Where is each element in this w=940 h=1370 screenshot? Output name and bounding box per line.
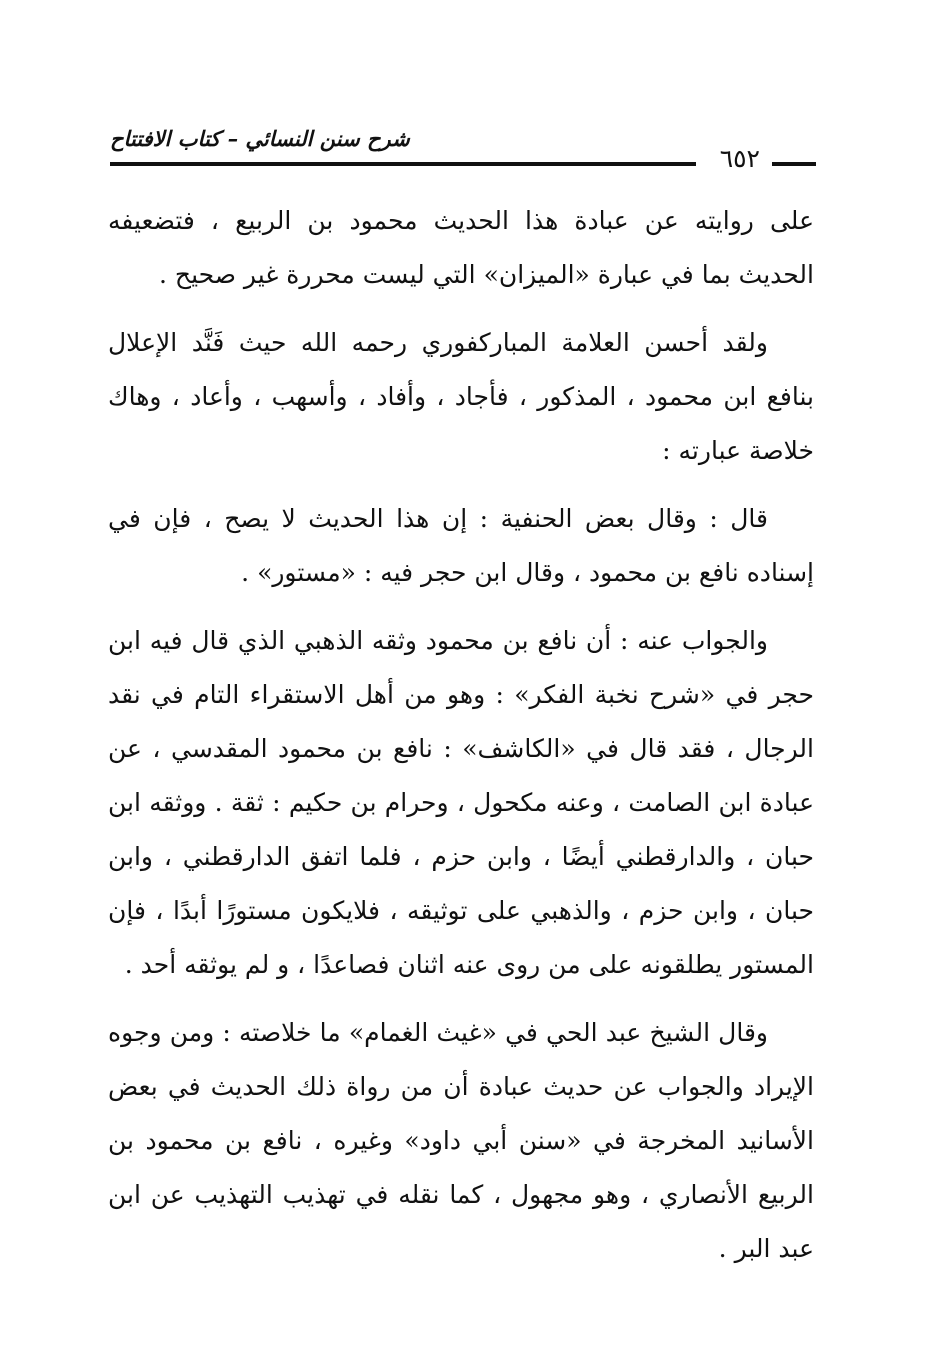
paragraph-gap bbox=[108, 478, 814, 492]
page-header bbox=[110, 122, 816, 172]
paragraph-3: قال : وقال بعض الحنفية : إن هذا الحديث لا يصح ، فإن في إسناده نافع بن محمود ، وقال ابن حجر فيه : «مستور» . bbox=[108, 504, 814, 587]
page-number-rule bbox=[772, 162, 816, 166]
body-text bbox=[108, 194, 814, 1276]
paragraph-gap bbox=[108, 992, 814, 1006]
paragraph-4: والجواب عنه : أن نافع بن محمود وثقه الذهبي الذي قال فيه ابن حجر في «شرح نخبة الفكر» : وهو من أهل الاستقراء التام في نقد الرجال ، فقد قال في «الكاشف» : نافع بن محمود المقدسي ، عن عبادة ابن الصامت ، وعنه مكحول ، وحرام بن حكيم : ثقة . ووثقه ابن حبان ، والدارقطني أيضًا ، وابن حزم ، فلما اتفق الدارقطني ، وابن حبان ، وابن حزم ، والذهبي على توثيقه ، فلايكون مستورًا أبدًا ، فإن المستور يطلقونه على من روى عنه اثنان فصاعدًا ، و لم يوثقه أحد . bbox=[108, 626, 814, 979]
paragraph-5: وقال الشيخ عبد الحي في «غيث الغمام» ما خلاصته : ومن وجوه الإيراد والجواب عن حديث عبادة أن من رواة ذلك الحديث في بعض الأسانيد المخرجة في «سنن أبي داود» وغيره ، نافع بن محمود بن الربيع الأنصاري ، وهو مجهول ، كما نقله في تهذيب التهذيب عن ابن عبد البر . bbox=[108, 1018, 814, 1263]
running-title: شرح سنن النسائي – كتاب الافتتاح bbox=[110, 126, 410, 151]
paragraph-1: على روايته عن عبادة هذا الحديث محمود بن الربيع ، فتضعيفه الحديث بما في عبارة «الميزان» التي ليست محررة غير صحيح . bbox=[108, 206, 814, 289]
paragraph-gap bbox=[108, 302, 814, 316]
header-rule bbox=[110, 162, 696, 166]
paragraph-gap bbox=[108, 600, 814, 614]
page-number: ٦٥٢ bbox=[719, 144, 760, 173]
paragraph-2: ولقد أحسن العلامة المباركفوري رحمه الله حيث فَنَّد الإعلال بنافع ابن محمود ، المذكور ، فأجاد ، وأفاد ، وأسهب ، وأعاد ، وهاك خلاصة عبارته : bbox=[108, 328, 814, 465]
